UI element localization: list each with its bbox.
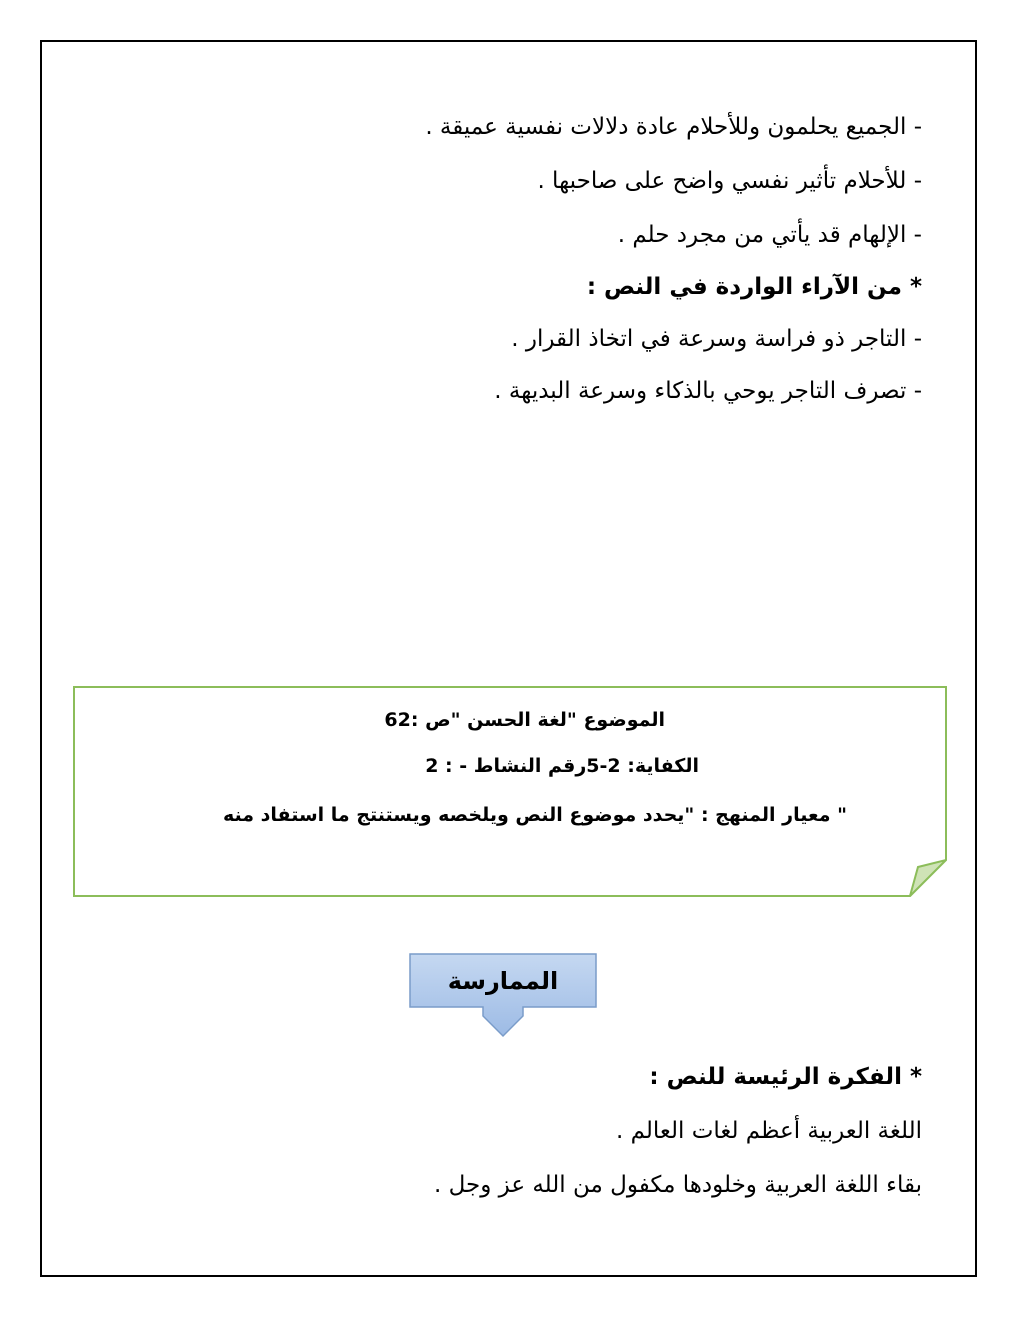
main-idea-line: بقاء اللغة العربية وخلودها مكفول من الله عز وجل .	[433, 1172, 922, 1198]
opinions-heading: * من الآراء الواردة في النص :	[586, 274, 922, 300]
practice-banner	[409, 953, 597, 1038]
practice-label: الممارسة	[447, 967, 559, 995]
note-activity: الكفاية: 2-5رقم النشاط - : 2	[425, 755, 699, 777]
note-standard: معيار المنهج : "يحدد موضوع النص ويلخصه ويستنتج ما استفاد منه "	[223, 804, 847, 826]
lesson-info-note	[73, 686, 947, 897]
opinion-line: - الإلهام قد يأتي من مجرد حلم .	[617, 222, 922, 248]
main-idea-heading: * الفكرة الرئيسة للنص :	[649, 1064, 922, 1090]
opinion-line: - للأحلام تأثير نفسي واضح على صاحبها .	[537, 168, 922, 194]
main-idea-line: اللغة العربية أعظم لغات العالم .	[615, 1118, 922, 1144]
opinion-line: - التاجر ذو فراسة وسرعة في اتخاذ القرار .	[511, 326, 922, 352]
note-topic: الموضوع "لغة الحسن "ص :62	[384, 709, 665, 731]
opinion-line: - الجميع يحلمون وللأحلام عادة دلالات نفسية عميقة .	[425, 114, 922, 140]
opinion-line: - تصرف التاجر يوحي بالذكاء وسرعة البديهة .	[494, 378, 922, 404]
